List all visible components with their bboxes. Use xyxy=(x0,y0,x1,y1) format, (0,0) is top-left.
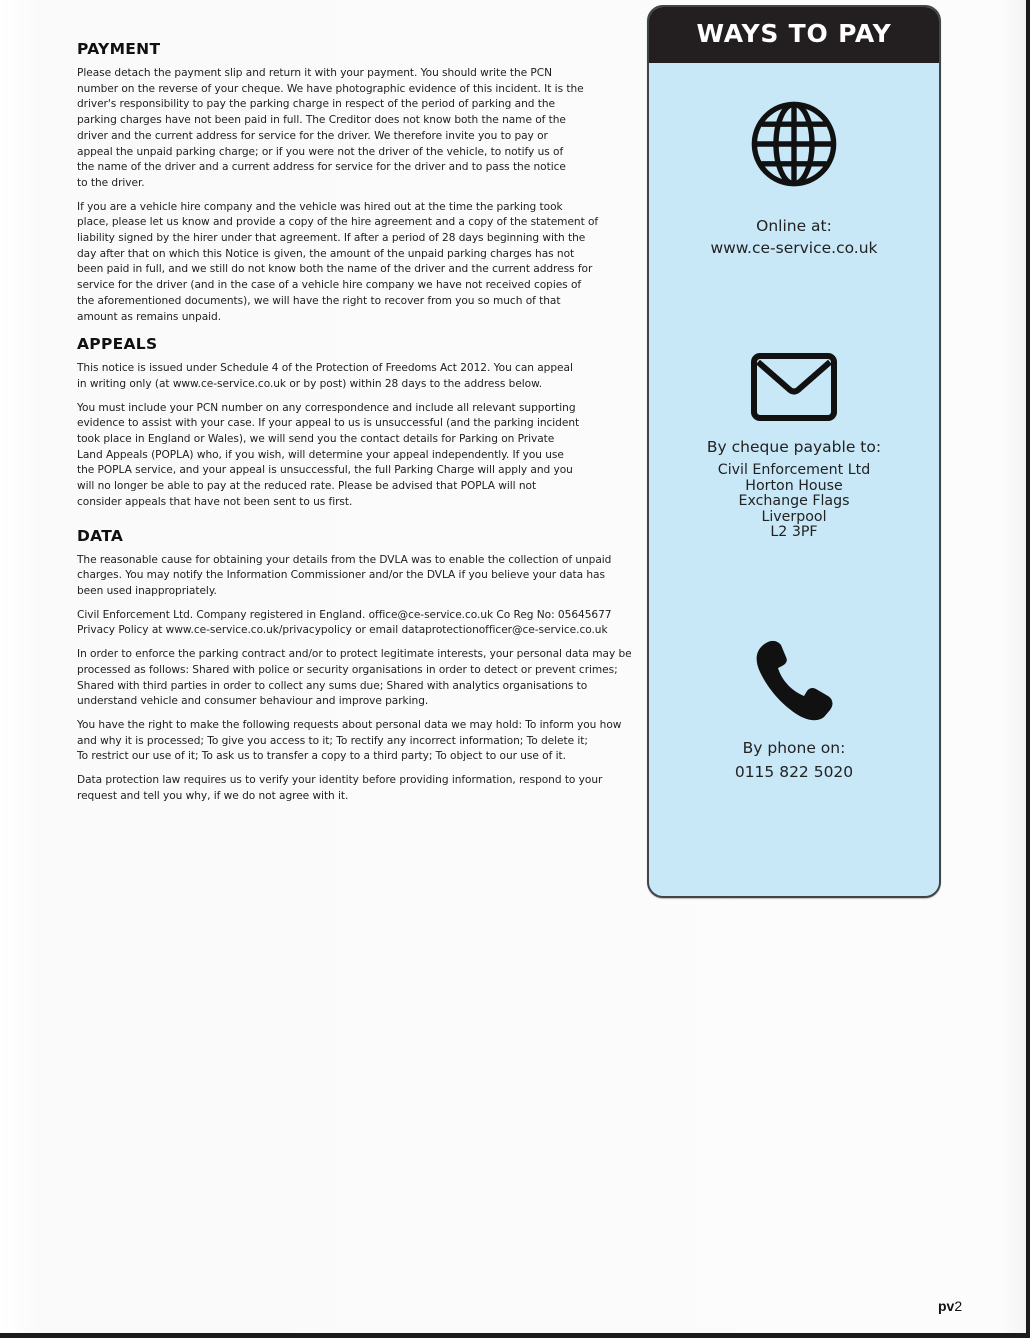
address-line: L2 3PF xyxy=(770,524,818,541)
paragraph-line: day after that on which this Notice is given, the amount of the unpaid parking charges has not xyxy=(77,247,575,260)
address-line: Exchange Flags xyxy=(738,493,850,510)
appeals-section xyxy=(77,333,647,510)
paragraph-line: and why it is processed; To give you access to it; To rectify any incorrect information; To delete it; xyxy=(77,734,588,747)
appeals-intro-paragraph xyxy=(77,361,647,392)
paragraph-line: amount as remains unpaid. xyxy=(77,310,222,323)
paragraph-line: understand vehicle and consumer behaviour and improve parking. xyxy=(77,695,429,708)
paragraph-line: Land Appeals (POPLA) who, if you wish, will determine your appeal independently. If you use xyxy=(77,448,564,461)
online-url-link[interactable]: www.ce-service.co.uk xyxy=(710,239,878,257)
paragraph-line: evidence to assist with your case. If your appeal to us is unsuccessful (and the parking incident xyxy=(77,417,580,430)
cheque-address xyxy=(649,463,939,541)
paragraph-line: Civil Enforcement Ltd. Company registered in England. office@ce-service.co.uk Co Reg No: 05645677 xyxy=(77,608,612,621)
globe-icon xyxy=(749,99,839,189)
paragraph-line: number on the reverse of your cheque. We have photographic evidence of this incident. It is the xyxy=(77,82,584,95)
paragraph-line: You must include your PCN number on any correspondence and include all relevant supporting xyxy=(77,401,576,414)
paragraph-line: In order to enforce the parking contract and/or to protect legitimate interests, your personal data may be xyxy=(77,648,632,661)
paragraph-line: appeal the unpaid parking charge; or if you were not the driver of the vehicle, to notify us of xyxy=(77,145,564,158)
payment-heading: PAYMENT xyxy=(77,40,161,58)
paragraph-line: This notice is issued under Schedule 4 of the Protection of Freedoms Act 2012. You can appeal xyxy=(77,362,573,375)
pay-online-block xyxy=(649,99,939,259)
data-processing-paragraph xyxy=(77,647,647,710)
paragraph-line: will no longer be able to pay at the reduced rate. Please be advised that POPLA will not xyxy=(77,480,537,493)
hire-company-paragraph xyxy=(77,200,647,326)
paragraph-line: to the driver. xyxy=(77,176,145,189)
pay-by-cheque-block xyxy=(649,352,939,541)
appeals-popla-paragraph xyxy=(77,401,647,511)
data-section xyxy=(77,525,647,805)
appeals-heading: APPEALS xyxy=(77,335,158,354)
online-label: Online at: xyxy=(756,217,832,235)
phone-label: By phone on: xyxy=(742,739,846,757)
pay-by-phone-block xyxy=(649,639,939,783)
paragraph-line: been used inappropriately. xyxy=(77,584,217,597)
paragraph-line: the POPLA service, and your appeal is unsuccessful, the full Parking Charge will apply and you xyxy=(77,464,573,477)
paragraph-line: liability signed by the hirer under that agreement. If after a period of 28 days beginning with the xyxy=(77,232,586,245)
page-number xyxy=(938,1298,962,1314)
paragraph-line: processed as follows: Shared with police or security organisations in order to detect or prevent crimes; xyxy=(77,663,618,676)
data-heading: DATA xyxy=(77,526,124,545)
data-rights-paragraph xyxy=(77,718,647,765)
paragraph-line: place, please let us know and provide a copy of the hire agreement and a copy of the statement of xyxy=(77,216,599,229)
cheque-label: By cheque payable to: xyxy=(706,438,882,456)
data-verification-paragraph xyxy=(77,773,647,804)
envelope-icon xyxy=(750,352,838,422)
address-line: Liverpool xyxy=(761,508,827,525)
phone-icon xyxy=(752,639,836,723)
ways-to-pay-title: WAYS TO PAY xyxy=(649,7,939,63)
paragraph-line: To restrict our use of it; To ask us to transfer a copy to a third party; To object to our use of it. xyxy=(77,750,566,763)
data-company-paragraph xyxy=(77,608,647,639)
paragraph-line: in writing only (at www.ce-service.co.uk or by post) within 28 days to the address below. xyxy=(77,377,543,390)
address-line: Horton House xyxy=(745,477,843,494)
data-dvla-paragraph xyxy=(77,553,647,600)
main-content xyxy=(77,38,647,812)
paragraph-line: the aforementioned documents), we will have the right to recover from you so much of that xyxy=(77,294,561,307)
paragraph-line: Data protection law requires us to verify your identity before providing information, respond to your xyxy=(77,774,603,787)
paragraph-line: Please detach the payment slip and return it with your payment. You should write the PCN xyxy=(77,67,552,79)
page-right-border xyxy=(1026,0,1030,1338)
phone-number-link[interactable]: 0115 822 5020 xyxy=(734,763,854,781)
page-bottom-border xyxy=(0,1333,1030,1338)
paragraph-line: driver and the current address for service for the driver. We therefore invite you to pay or xyxy=(77,129,548,142)
paragraph-line: consider appeals that have not been sent to us first. xyxy=(77,495,353,508)
ways-to-pay-panel xyxy=(647,5,941,898)
paragraph-line: The reasonable cause for obtaining your details from the DVLA was to enable the collection of unpaid xyxy=(77,553,612,566)
paragraph-line: parking charges have not been paid in full. The Creditor does not know both the name of the xyxy=(77,114,566,127)
paragraph-line: service for the driver (and in the case of a vehicle hire company we have not received copies of xyxy=(77,279,582,292)
paragraph-line: Shared with third parties in order to collect any sums due; Shared with analytics organisations to xyxy=(77,679,588,692)
payment-section xyxy=(77,38,647,325)
page-number-prefix: pv xyxy=(938,1298,955,1314)
payment-paragraph xyxy=(77,66,647,192)
paragraph-line: If you are a vehicle hire company and the vehicle was hired out at the time the parking took xyxy=(77,200,563,213)
address-line: Civil Enforcement Ltd xyxy=(717,462,871,478)
paragraph-line: charges. You may notify the Information Commissioner and/or the DVLA if you believe your data has xyxy=(77,569,605,582)
paragraph-line: driver's responsibility to pay the parking charge in respect of the period of parking and the xyxy=(77,98,556,111)
paragraph-line: the name of the driver and a current address for service for the driver and to pass the notice xyxy=(77,161,566,174)
paragraph-line: took place in England or Wales), we will send you the contact details for Parking on Private xyxy=(77,433,555,446)
paragraph-line: request and tell you why, if we do not agree with it. xyxy=(77,789,349,802)
paragraph-line: been paid in full, and we still do not know both the name of the driver and the current address for xyxy=(77,263,593,276)
paragraph-line: Privacy Policy at www.ce-service.co.uk/privacypolicy or email dataprotectionofficer@ce-service.co.uk xyxy=(77,624,608,637)
paragraph-line: You have the right to make the following requests about personal data we may hold: To inform you how xyxy=(77,718,622,731)
page-number-value: 2 xyxy=(954,1298,963,1314)
